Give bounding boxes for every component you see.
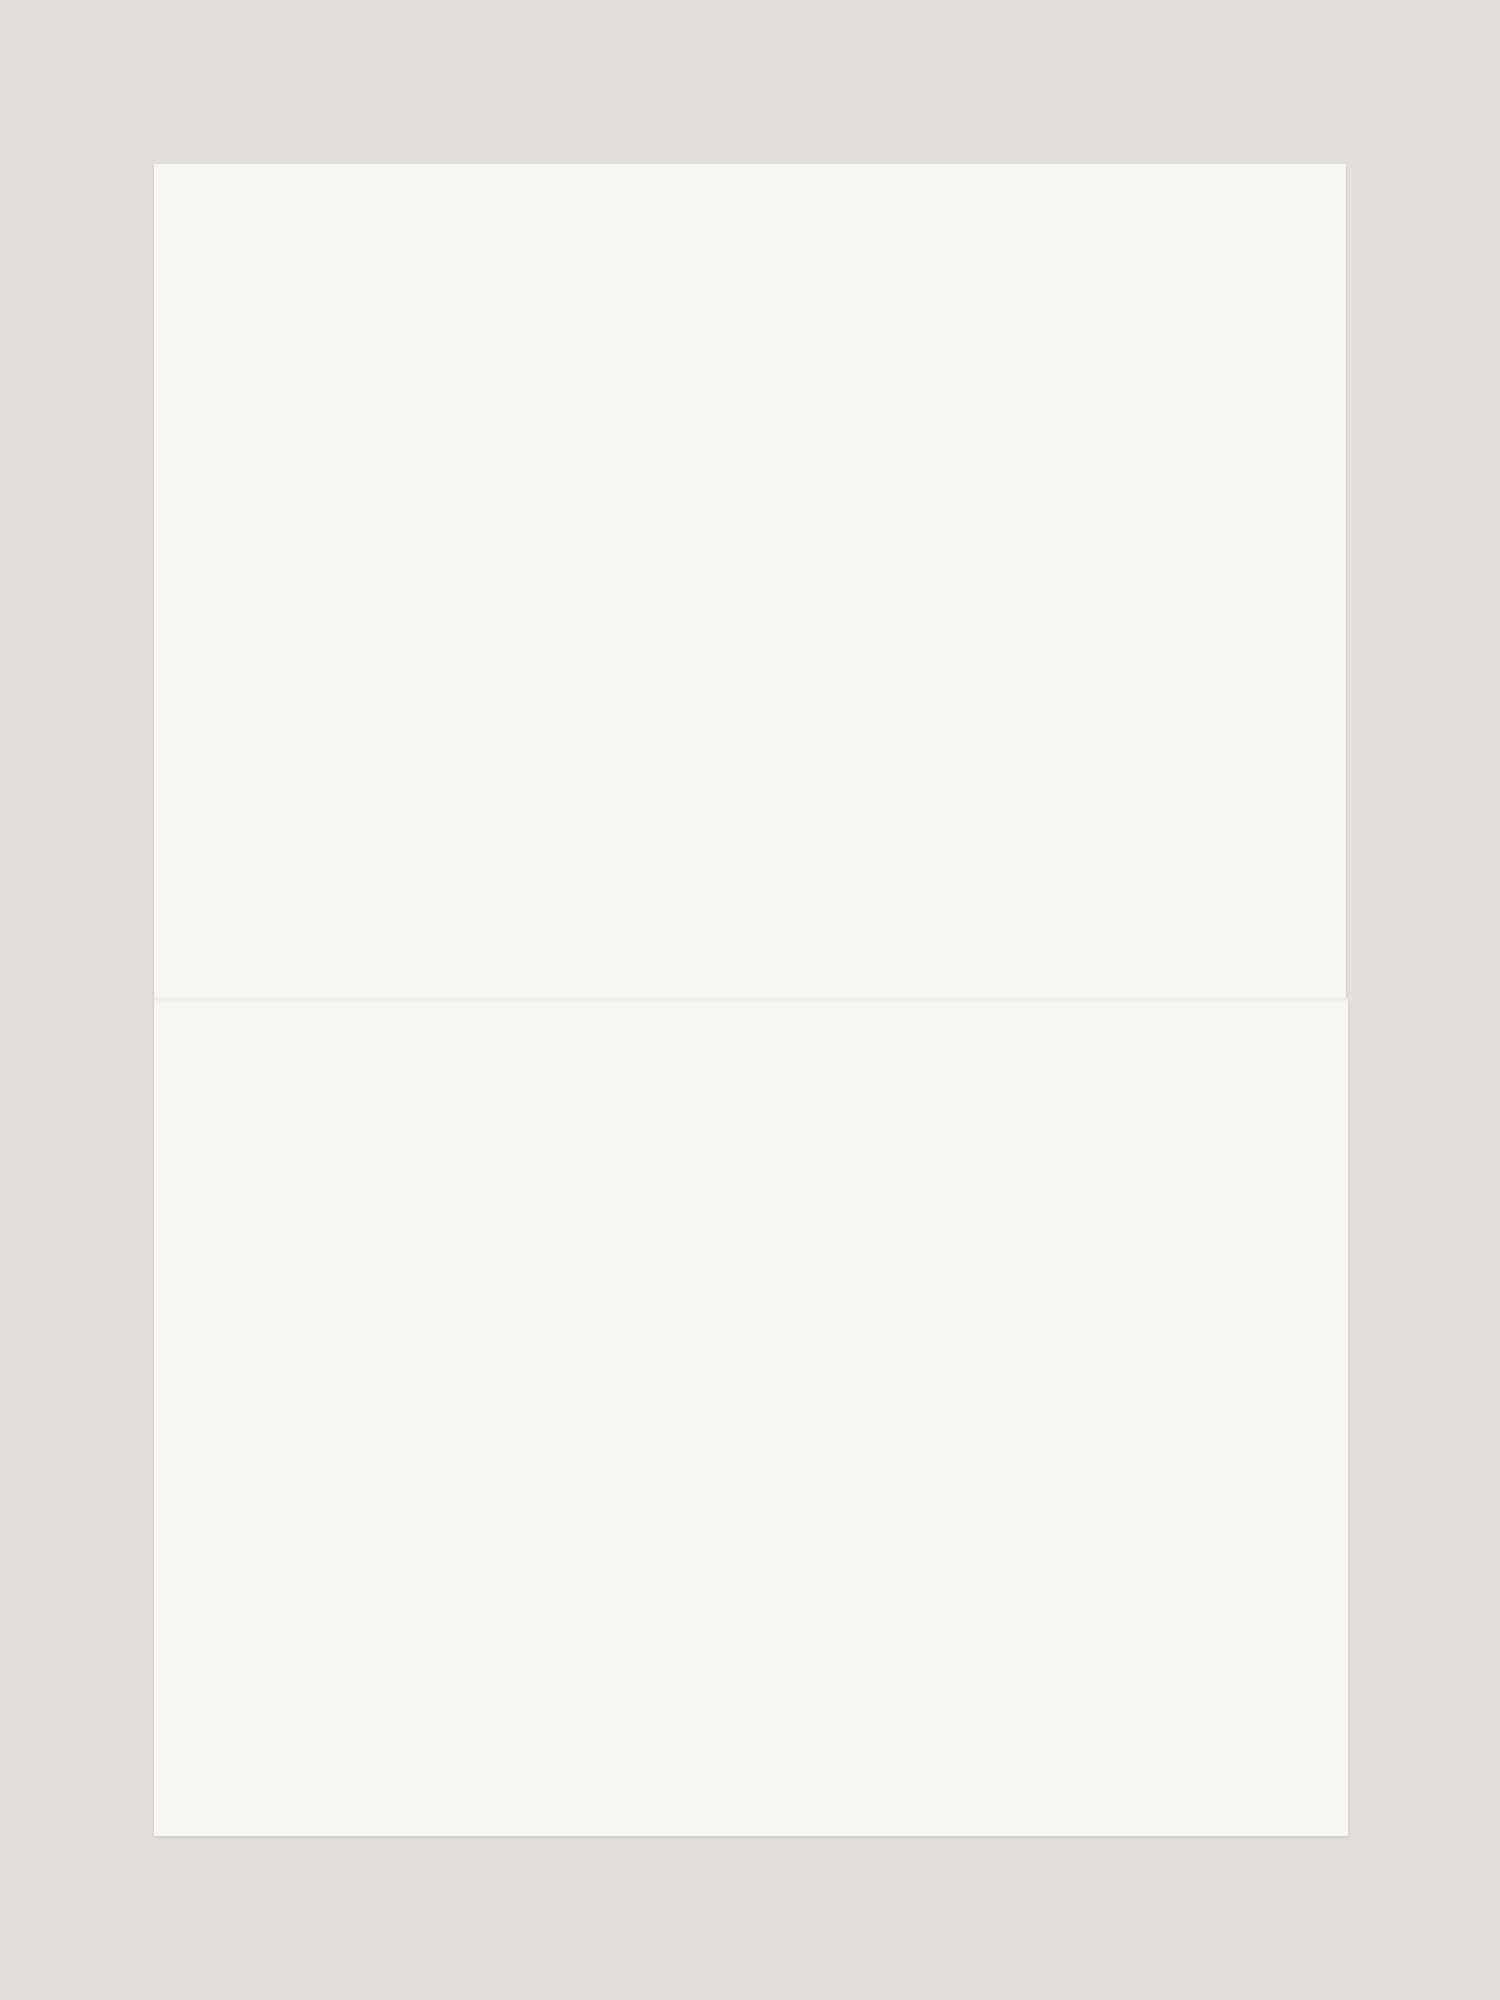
calendar-sheet-bottom [154, 999, 1348, 1836]
calendar-sheet-top [154, 164, 1346, 999]
fold-line [154, 998, 1348, 1001]
